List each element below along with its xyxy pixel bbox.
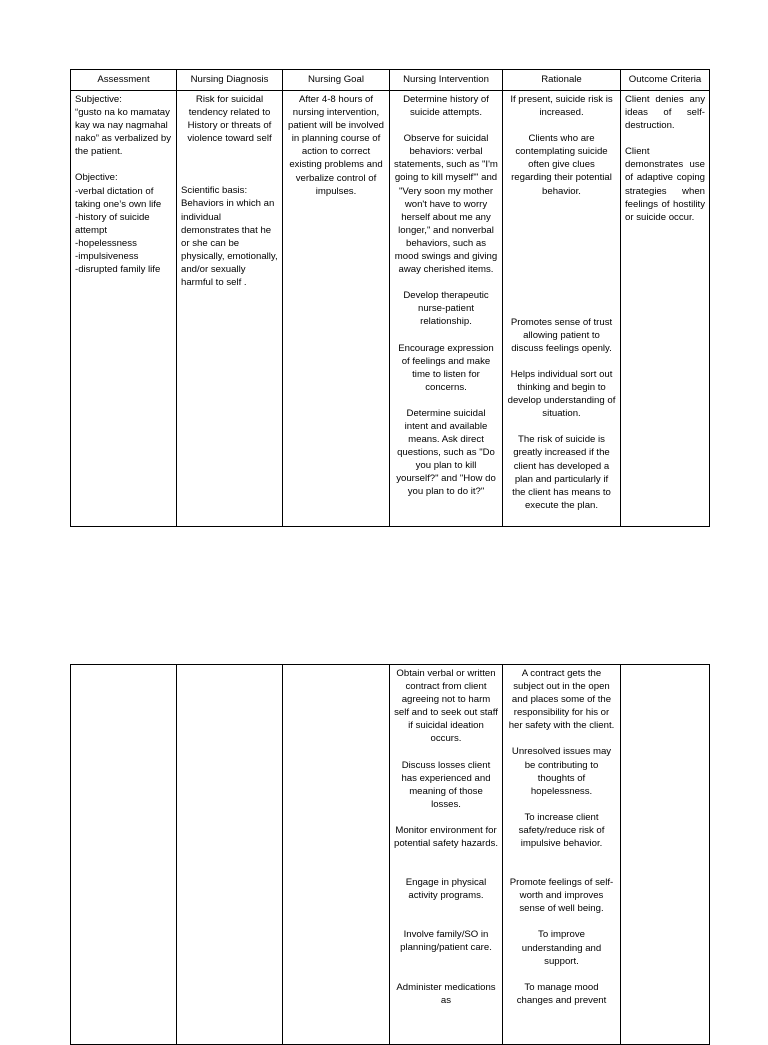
care-plan-table-2: [70, 664, 710, 1045]
table-row: [71, 91, 710, 527]
scientific-basis-text: Behaviors in which an individual demonstrates that he or she can be physically, emotionally, and/or sexually harmful to self .: [181, 198, 278, 289]
rationale-cell: [503, 665, 621, 1045]
assessment-cell: [71, 91, 177, 527]
table-row: [71, 665, 710, 1045]
header-row: [71, 70, 710, 91]
header-outcome-criteria: Outcome Criteria: [621, 70, 710, 91]
outcome-cell: [621, 665, 710, 1045]
intervention-item: Obtain verbal or written contract from client agreeing not to harm self and to seek out staff if suicidal ideation occurs.: [394, 668, 498, 745]
intervention-item: Observe for suicidal behaviors: verbal statements, such as "I'm going to kill myself'" and "Very soon my mother won't have to worry herself about me any longer," and nonverbal behaviors, such as mood swings and giving away cherished items.: [394, 133, 498, 276]
rationale-item: Clients who are contemplating suicide often give clues regarding their potential behavior.: [511, 133, 612, 197]
outcome-cell: [621, 91, 710, 527]
rationale-item: Unresolved issues may be contributing to thoughts of hopelessness.: [511, 746, 612, 797]
goal-cell: [283, 665, 390, 1045]
intervention-cell: [390, 91, 503, 527]
intervention-item: Administer medications as: [396, 981, 496, 1006]
outcome-text: Client demonstrates use of adaptive coping strategies when feelings of hostility or suicide occur.: [625, 146, 705, 223]
objective-item: -impulsiveness: [75, 251, 139, 263]
care-plan-table-1: [70, 69, 710, 527]
rationale-item: To increase client safety/reduce risk of impulsive behavior.: [518, 811, 605, 850]
subjective-label: Subjective:: [75, 94, 122, 105]
diagnosis-cell: [177, 91, 283, 527]
rationale-item: Helps individual sort out thinking and begin to develop understanding of situation.: [507, 368, 616, 420]
objective-item: -disrupted family life: [75, 264, 161, 276]
intervention-item: Discuss losses client has experienced and meaning of those losses.: [401, 759, 491, 810]
scientific-basis-label: Scientific basis:: [181, 185, 248, 197]
intervention-item: Monitor environment for potential safety hazards.: [394, 824, 498, 850]
header-nursing-intervention: Nursing Intervention: [390, 70, 503, 91]
outcome-text: Client denies any ideas of self-destruction.: [625, 94, 705, 132]
assessment-cell: [71, 665, 177, 1045]
header-assessment: Assessment: [71, 70, 177, 91]
header-nursing-diagnosis: Nursing Diagnosis: [177, 70, 283, 91]
header-rationale: Rationale: [503, 70, 621, 91]
intervention-item: Engage in physical activity programs.: [405, 877, 487, 902]
diagnosis-cell: [177, 665, 283, 1045]
intervention-item: Encourage expression of feelings and make time to listen for concerns.: [398, 342, 494, 393]
rationale-item: A contract gets the subject out in the open and places some of the responsibility for his or her safety with the client.: [508, 668, 615, 732]
rationale-item: The risk of suicide is greatly increased if the client has developed a plan and particularly if the client has means to execute the plan.: [512, 434, 611, 511]
objective-item: -verbal dictation of taking one’s own life: [75, 185, 162, 210]
goal-cell: [283, 91, 390, 527]
intervention-cell: [390, 665, 503, 1045]
nursing-goal-text: After 4-8 hours of nursing intervention, patient will be involved in planning course of action to correct existing problems and verbalize control of impulses.: [288, 94, 384, 197]
intervention-item: Determine history of suicide attempts.: [403, 94, 489, 119]
intervention-item: Determine suicidal intent and available means. Ask direct questions, such as "Do you plan to kill yourself?" and "How do you plan to do it?": [396, 407, 496, 498]
intervention-item: Develop therapeutic nurse-patient relationship.: [403, 290, 489, 328]
objective-item: -history of suicide attempt: [75, 211, 150, 236]
rationale-item: Promotes sense of trust allowing patient to discuss feelings openly.: [510, 316, 613, 354]
objective-label: Objective:: [75, 172, 118, 184]
rationale-item: To manage mood changes and prevent: [516, 981, 607, 1006]
header-nursing-goal: Nursing Goal: [283, 70, 390, 91]
objective-item: -hopelessness: [75, 237, 137, 249]
rationale-item: To improve understanding and support.: [521, 929, 602, 967]
diagnosis-main: Risk for suicidal tendency related to History or threats of violence toward self: [187, 94, 272, 145]
intervention-item: Involve family/SO in planning/patient care.: [400, 929, 492, 954]
subjective-text: “gusto na ko mamatay kay wa nay nagmahal nako” as verbalized by the patient.: [75, 107, 171, 158]
rationale-item: If present, suicide risk is increased.: [510, 94, 613, 119]
rationale-cell: [503, 91, 621, 527]
rationale-item: Promote feelings of self-worth and improves sense of well being.: [509, 877, 614, 915]
